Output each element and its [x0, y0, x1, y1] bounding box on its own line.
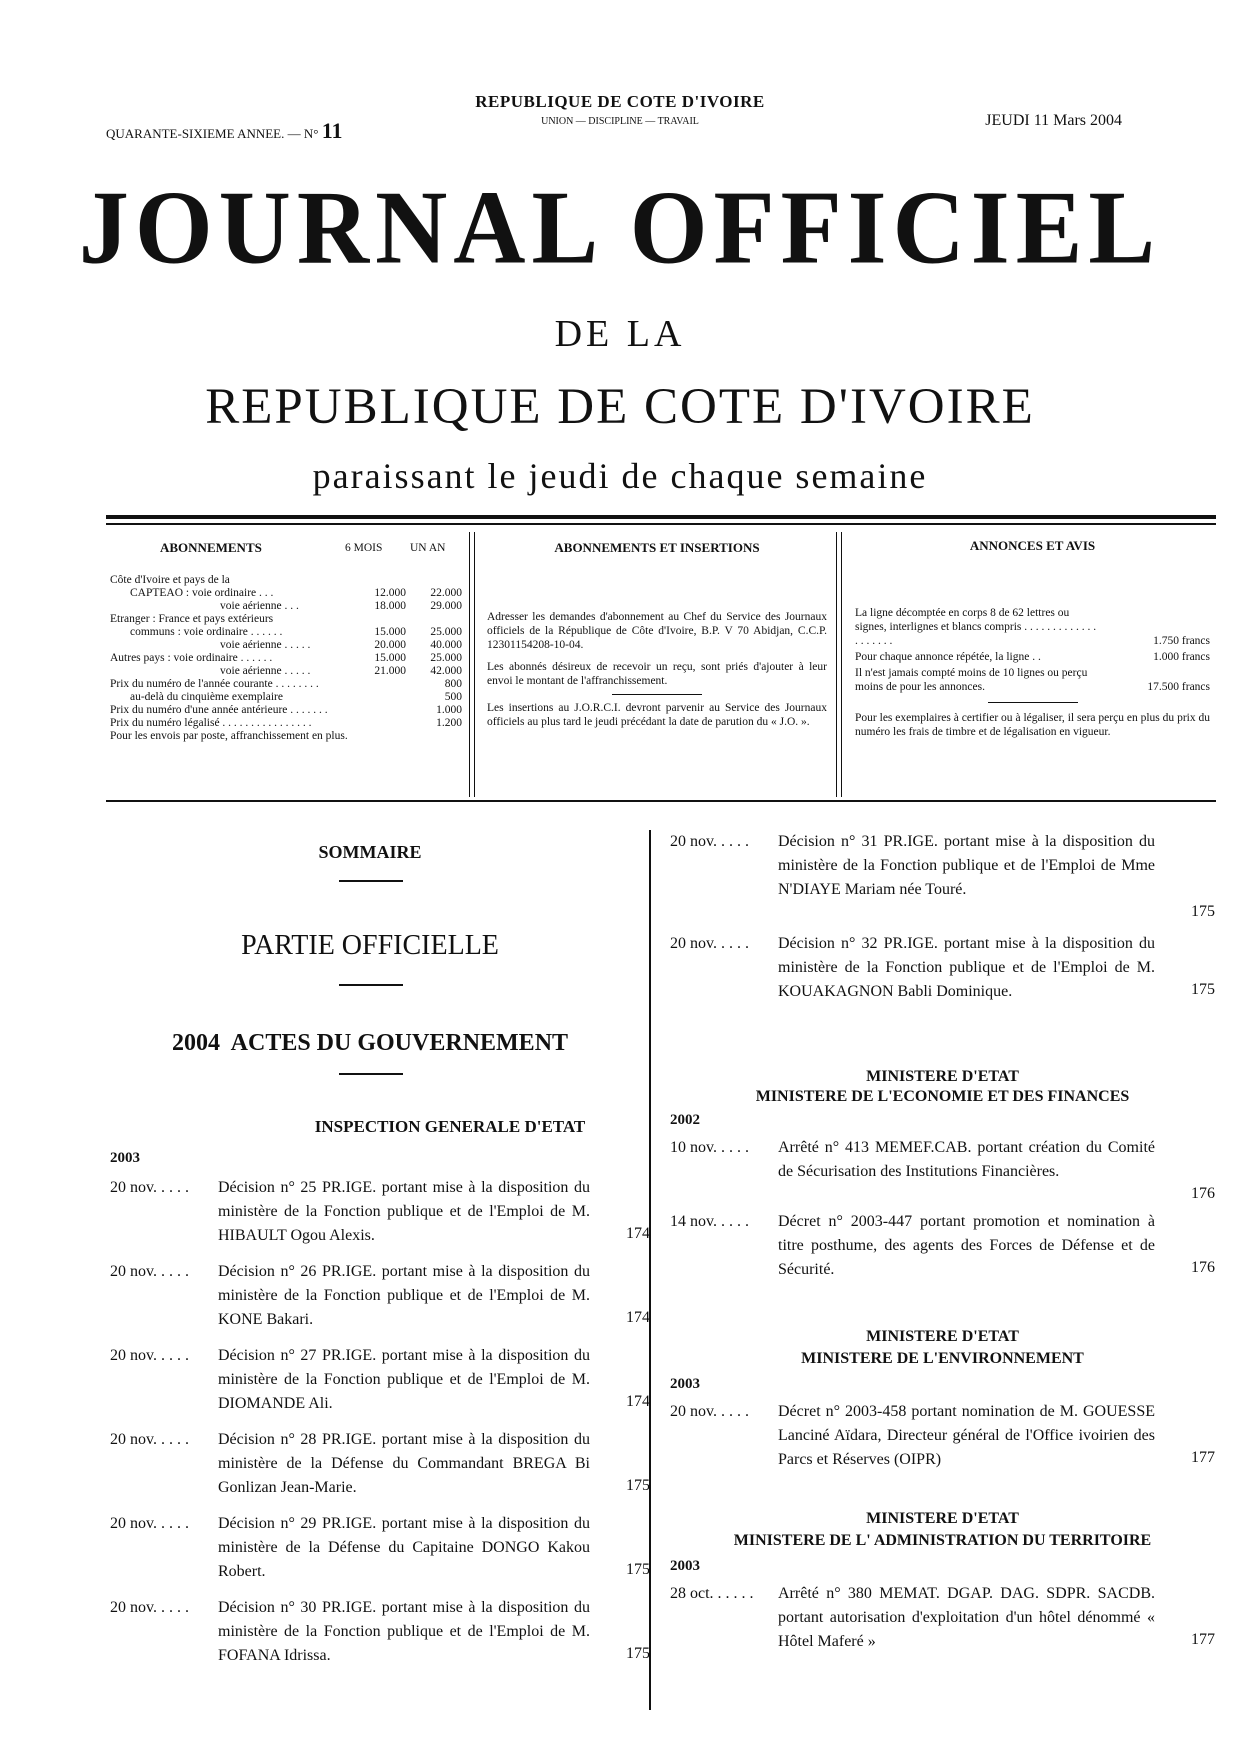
entry-text: Arrêté n° 413 MEMEF.CAB. portant création du Comité de Sécurisation des Institutions Financières.: [778, 1139, 1155, 1180]
rate-row: [110, 704, 462, 717]
rate-row: [110, 574, 462, 587]
entry-page: 174: [626, 1393, 650, 1410]
insertions-deadline-note: Les insertions au J.O.R.C.I. devront parvenir au Service des Journaux officiels au plus tard le jeudi précédant la date de parution du « J.O. ».: [487, 702, 827, 728]
rate-row: [110, 587, 462, 600]
entry-page: 175: [626, 1645, 650, 1662]
subscription-rates-table: [110, 574, 462, 743]
entry-text: Décision n° 27 PR.IGE. portant mise à la disposition du ministère de la Fonction publique et de l'Emploi de M. DIOMANDE Ali.: [218, 1347, 590, 1412]
rate-6-months: [350, 613, 406, 626]
announcements-box: [855, 538, 1210, 739]
entry-page: 175: [1191, 981, 1215, 998]
rate-6-months: [350, 691, 406, 704]
rate-one-year: 22.000: [430, 587, 462, 599]
insertions-heading: ABONNEMENTS ET INSERTIONS: [554, 540, 760, 555]
entry-date: 20 nov. . . . .: [110, 1431, 189, 1448]
country-name: REPUBLIQUE DE COTE D'IVOIRE: [475, 92, 765, 111]
separator: [612, 694, 702, 695]
rate-row: [110, 626, 462, 639]
rate-row: [110, 691, 462, 704]
summary-entry: [670, 1582, 1215, 1654]
entry-date: 20 nov. . . . .: [110, 1179, 189, 1196]
summary-entry: [670, 1400, 1215, 1472]
rate-row: [110, 730, 462, 743]
section-heading: MINISTERE DE L'ECONOMIE ET DES FINANCES: [755, 1088, 1130, 1105]
rate-row: [110, 639, 462, 652]
entry-page: 174: [626, 1225, 650, 1242]
announcements-heading: ANNONCES ET AVIS: [969, 538, 1096, 553]
rate-6-months: 18.000: [374, 600, 406, 612]
rate-label: Pour les envois par poste, affranchissement en plus.: [110, 730, 348, 742]
separator: [339, 984, 403, 986]
entry-date: 20 nov. . . . .: [110, 1347, 189, 1364]
rate-6-months: [350, 678, 406, 691]
rate-one-year: 25.000: [430, 626, 462, 638]
section-year: 2003: [670, 1376, 700, 1392]
entry-date: 28 oct. . . . . .: [670, 1585, 754, 1602]
summary-entry: [670, 830, 1215, 926]
subscriptions-box: [110, 540, 460, 743]
rate-label: Prix du numéro d'une année antérieure . . . . . . .: [110, 704, 328, 716]
entry-date: 20 nov. . . . .: [670, 833, 749, 850]
summary-entry: [110, 1260, 650, 1332]
box-divider: [836, 532, 842, 797]
col-6-months: 6 MOIS: [345, 542, 383, 554]
issue-date: JEUDI 11 Mars 2004: [985, 112, 1122, 129]
entry-text: Décision n° 25 PR.IGE. portant mise à la disposition du ministère de la Fonction publique et de l'Emploi de M. HIBAULT Ogou Alexis.: [218, 1179, 590, 1244]
announcement-rate-price: 17.500 francs: [1147, 681, 1210, 693]
entry-date: 20 nov. . . . .: [110, 1599, 189, 1616]
entry-page: 177: [1191, 1449, 1215, 1466]
insertions-address: Adresser les demandes d'abonnement au Chef du Service des Journaux officiels de la République de Côte d'Ivoire, B.P. V 70 Abidjan, C.C.P. 12301154208-10-04.: [487, 611, 827, 651]
rate-row: [110, 678, 462, 691]
rate-one-year: 29.000: [430, 600, 462, 612]
announcement-rate-label: La ligne décomptée en corps 8 de 62 lettres ou signes, interlignes et blancs compris . . . . . . . . . . . . . . . . . . . .: [855, 607, 1097, 647]
national-motto: UNION — DISCIPLINE — TRAVAIL: [541, 116, 699, 127]
entry-page: 174: [626, 1309, 650, 1326]
summary-entry: [670, 1136, 1215, 1208]
summary-entry: [110, 1428, 650, 1500]
announcement-rate-row: [855, 650, 1210, 664]
entry-text: Décision n° 28 PR.IGE. portant mise à la disposition du ministère de la Défense du Commandant BREGA Bi Gonlizan Jean-Marie.: [218, 1431, 590, 1496]
entry-text: Décision n° 31 PR.IGE. portant mise à la disposition du ministère de la Fonction publique et de l'Emploi de Mme N'DIAYE Mariam née Touré.: [778, 833, 1155, 898]
box-bottom-rule: [106, 800, 1216, 802]
rate-row: [110, 652, 462, 665]
announcement-rate-row: [855, 666, 1210, 694]
title-de-la: DE LA: [554, 313, 686, 355]
section-heading: MINISTERE DE L' ADMINISTRATION DU TERRITOIRE: [733, 1532, 1152, 1549]
entry-text: Décision n° 26 PR.IGE. portant mise à la disposition du ministère de la Fonction publique et de l'Emploi de M. KONE Bakari.: [218, 1263, 590, 1328]
section-heading: MINISTERE DE L'ENVIRONNEMENT: [801, 1350, 1084, 1367]
rate-one-year: 1.000: [436, 704, 462, 716]
entry-date: 14 nov. . . . .: [670, 1213, 749, 1230]
rate-6-months: 15.000: [374, 652, 406, 664]
rate-one-year: 1.200: [436, 717, 462, 729]
separator: [339, 880, 403, 882]
summary-entry: [670, 1210, 1215, 1282]
entry-text: Décision n° 29 PR.IGE. portant mise à la disposition du ministère de la Défense du Capitaine DONGO Kakou Robert.: [218, 1515, 590, 1580]
summary-entry: [110, 1596, 650, 1668]
insertions-box: [487, 540, 827, 729]
legalization-note: Pour les exemplaires à certifier ou à légaliser, il sera perçu en plus du prix du numéro les frais de timbre et de légalisation en vigueur.: [855, 712, 1210, 738]
entry-page: 176: [1191, 1185, 1215, 1202]
announcement-rates: [855, 606, 1210, 694]
separator: [339, 1073, 403, 1075]
entry-date: 10 nov. . . . .: [670, 1139, 749, 1156]
rate-label: Autres pays : voie ordinaire . . . . . .: [110, 652, 273, 664]
entry-date: 20 nov. . . . .: [110, 1515, 189, 1532]
entry-page: 175: [626, 1477, 650, 1494]
rate-6-months: 12.000: [374, 587, 406, 599]
rate-label: Etranger : France et pays extérieurs: [110, 613, 274, 625]
actes-heading: [110, 1030, 630, 1057]
entry-date: 20 nov. . . . .: [670, 935, 749, 952]
entry-text: Décision n° 32 PR.IGE. portant mise à la disposition du ministère de la Fonction publique et de l'Emploi de M. KOUAKAGNON Babli Dominique.: [778, 935, 1155, 1000]
partie-officielle: PARTIE OFFICIELLE: [241, 930, 499, 961]
summary-entry: [110, 1176, 650, 1248]
section-year: 2002: [670, 1112, 700, 1128]
entry-page: 176: [1191, 1259, 1215, 1276]
entry-text: Décision n° 30 PR.IGE. portant mise à la disposition du ministère de la Fonction publique et de l'Emploi de M. FOFANA Idrissa.: [218, 1599, 590, 1664]
entry-page: 175: [626, 1561, 650, 1578]
section-heading: INSPECTION GENERALE D'ETAT: [314, 1117, 586, 1136]
announcement-rate-price: 1.750 francs: [1153, 635, 1210, 647]
section-heading: MINISTERE D'ETAT: [866, 1068, 1019, 1085]
issue-number: 11: [321, 118, 343, 143]
rate-6-months: [350, 574, 406, 587]
rate-label: Prix du numéro de l'année courante . . . . . . . .: [110, 678, 319, 690]
rate-label: voie aérienne . . .: [220, 600, 299, 612]
rate-label: Côte d'Ivoire et pays de la: [110, 574, 230, 586]
rate-row: [110, 613, 462, 626]
rate-one-year: 500: [444, 691, 462, 703]
rate-6-months: 15.000: [374, 626, 406, 638]
section-year: 2003: [670, 1558, 700, 1574]
announcement-rate-row: [855, 606, 1210, 648]
box-divider: [469, 532, 475, 797]
rate-row: [110, 665, 462, 678]
entry-text: Décret n° 2003-458 portant nomination de M. GOUESSE Lanciné Aïdara, Directeur général de l'Office ivoirien des Parcs et Réserves (OIPR): [778, 1403, 1155, 1468]
rate-one-year: 40.000: [430, 639, 462, 651]
rate-label: communs : voie ordinaire . . . . . .: [130, 626, 283, 638]
rate-label: voie aérienne . . . . .: [220, 639, 311, 651]
summary-entry: [110, 1512, 650, 1584]
rate-one-year: 25.000: [430, 652, 462, 664]
rate-label: voie aérienne . . . . .: [220, 665, 311, 677]
rate-6-months: 20.000: [374, 639, 406, 651]
entry-date: 20 nov. . . . .: [670, 1403, 749, 1420]
rate-label: CAPTEAO : voie ordinaire . . .: [130, 587, 274, 599]
rate-one-year: 42.000: [430, 665, 462, 677]
col-one-year: UN AN: [410, 542, 446, 554]
announcement-rate-label: Pour chaque annonce répétée, la ligne . .: [855, 651, 1041, 663]
republic-title: REPUBLIQUE DE COTE D'IVOIRE: [205, 379, 1035, 435]
rate-one-year: 800: [444, 678, 462, 690]
rate-6-months: [350, 704, 406, 717]
insertions-receipt-note: Les abonnés désireux de recevoir un reçu, sont priés d'ajouter à leur envoi le montant de l'affranchissement.: [487, 661, 827, 687]
rate-row: [110, 717, 462, 730]
entry-text: Arrêté n° 380 MEMAT. DGAP. DAG. SDPR. SACDB. portant autorisation d'exploitation d'un hôtel dénommé « Hôtel Maferé »: [778, 1585, 1155, 1650]
section-year: 2003: [110, 1150, 140, 1166]
rate-one-year: [406, 613, 462, 626]
header-rule-thin: [106, 523, 1216, 525]
entry-page: 177: [1191, 1631, 1215, 1648]
rate-6-months: [350, 717, 406, 730]
actes-year: 2004: [171, 1030, 220, 1056]
entry-text: Décret n° 2003-447 portant promotion et nomination à titre posthume, des agents des Forces de Défense et de Sécurité.: [778, 1213, 1155, 1278]
announcement-rate-label: Il n'est jamais compté moins de 10 lignes ou perçu moins de pour les annonces.: [855, 667, 1088, 693]
actes-title: ACTES DU GOUVERNEMENT: [230, 1030, 569, 1056]
periodicity-line: paraissant le jeudi de chaque semaine: [312, 456, 928, 496]
entry-page: 175: [1191, 903, 1215, 920]
rate-row: [110, 600, 462, 613]
rate-one-year: [406, 574, 462, 587]
section-heading: MINISTERE D'ETAT: [866, 1328, 1019, 1345]
rate-6-months: 21.000: [374, 665, 406, 677]
subscriptions-heading: ABONNEMENTS: [160, 540, 262, 555]
rate-label: Prix du numéro légalisé . . . . . . . . . . . . . . . .: [110, 717, 312, 729]
separator: [988, 702, 1078, 703]
summary-title: SOMMAIRE: [318, 842, 422, 862]
issue-label: QUARANTE-SIXIEME ANNEE. — N°: [106, 126, 319, 141]
announcement-rate-price: 1.000 francs: [1153, 651, 1210, 663]
section-heading: MINISTERE D'ETAT: [866, 1510, 1019, 1527]
journal-title: JOURNAL OFFICIEL: [78, 169, 1162, 286]
entry-date: 20 nov. . . . .: [110, 1263, 189, 1280]
summary-entry: [110, 1344, 650, 1416]
rate-label: au-delà du cinquième exemplaire: [130, 691, 283, 703]
header-rule-thick: [106, 515, 1216, 519]
summary-entry: [670, 932, 1215, 1004]
